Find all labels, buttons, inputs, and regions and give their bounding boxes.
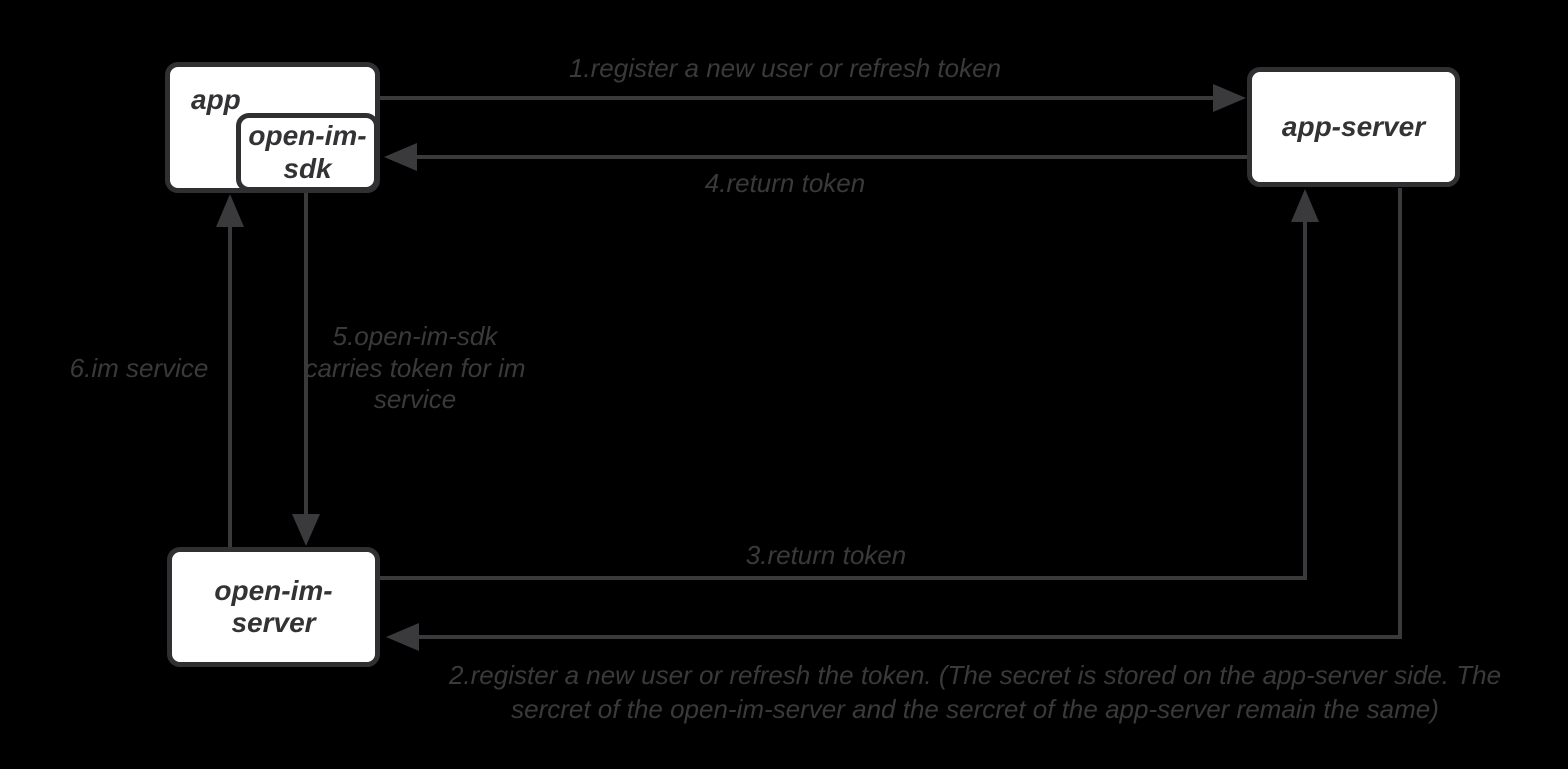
node-open-im-sdk-label: open-im-sdk: [248, 120, 367, 184]
edge-label-return-token-to-app-server: 3.return token: [745, 540, 907, 570]
edge-label-sdk-carries-token: 5.open-im-sdk carries token for im service: [304, 321, 526, 415]
node-app-label: app: [191, 84, 241, 115]
node-app-server-label: app-server: [1281, 110, 1426, 142]
node-app-server: [1247, 67, 1460, 187]
edge-label-register-token-to-im-server: 2.register a new user or refresh the token. (The secret is stored on the app-server side. The sercret of the open-im-server and the sercret of the app-server remain the same): [448, 660, 1502, 725]
node-open-im-sdk: [236, 113, 379, 192]
node-open-im-server: [167, 547, 380, 667]
edge-label-return-token-to-sdk: 4.return token: [704, 168, 866, 198]
edge-label-register-token: 1.register a new user or refresh token: [568, 53, 1002, 83]
arrow-register-token-to-im-server: [386, 188, 1400, 651]
edge-label-im-service: 6.im service: [69, 353, 209, 383]
node-open-im-server-label: open-im-server: [214, 574, 333, 638]
arrow-register-token: [380, 84, 1246, 112]
